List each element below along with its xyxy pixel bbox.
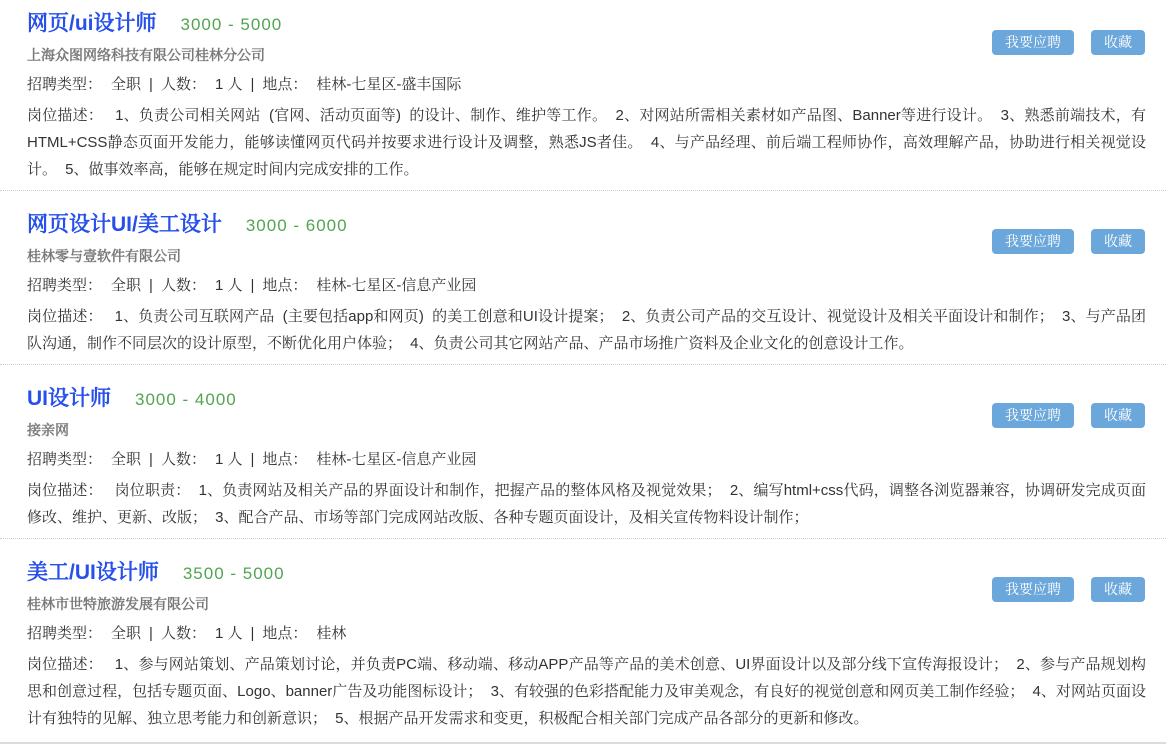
job-meta — [27, 75, 1146, 94]
job-salary: 3000 - 4000 — [135, 390, 237, 409]
job-actions — [992, 403, 1145, 428]
meta-type-label: 招聘类型： — [27, 277, 103, 294]
meta-divider: | — [149, 76, 153, 93]
favorite-button[interactable]: 收藏 — [1091, 229, 1145, 254]
meta-location-label: 地点： — [262, 76, 308, 93]
meta-location-label: 地点： — [262, 277, 308, 294]
meta-divider: | — [250, 277, 255, 294]
apply-button[interactable]: 我要应聘 — [992, 229, 1074, 254]
job-meta — [27, 624, 1146, 643]
job-listing — [0, 365, 1166, 539]
company-name-link[interactable]: 接亲网 — [27, 422, 69, 438]
job-salary: 3500 - 5000 — [182, 564, 285, 583]
meta-count-value: 1 人 — [214, 76, 243, 93]
meta-type-label: 招聘类型： — [27, 451, 103, 468]
job-description — [27, 102, 1146, 183]
meta-count-value: 1 人 — [214, 625, 243, 642]
meta-location-label: 地点： — [262, 451, 308, 468]
job-description — [27, 477, 1146, 531]
meta-count-label: 人数： — [160, 277, 206, 294]
job-salary: 3000 - 6000 — [245, 216, 348, 235]
meta-location-value: 桂林-七星区-信息产业园 — [316, 277, 477, 294]
company-name-link[interactable]: 桂林市世特旅游发展有限公司 — [27, 596, 209, 612]
job-listing — [0, 539, 1166, 742]
job-description-label: 岗位描述： — [27, 308, 103, 325]
meta-divider: | — [149, 451, 153, 468]
meta-divider: | — [149, 277, 153, 294]
meta-count-label: 人数： — [160, 625, 206, 642]
company-name-link[interactable]: 桂林零与壹软件有限公司 — [27, 248, 181, 264]
meta-location-label: 地点： — [262, 625, 308, 642]
job-description-label: 岗位描述： — [27, 482, 103, 499]
job-description — [27, 303, 1146, 357]
meta-divider: | — [250, 451, 255, 468]
company-name-link[interactable]: 上海众图网络科技有限公司桂林分公司 — [27, 47, 265, 63]
meta-divider: | — [250, 625, 255, 642]
job-title-row — [27, 11, 1146, 37]
meta-type-value: 全职 — [111, 451, 142, 468]
meta-location-value: 桂林 — [316, 625, 347, 642]
meta-type-value: 全职 — [111, 76, 142, 93]
job-listing — [0, 191, 1166, 365]
meta-count-label: 人数： — [160, 76, 206, 93]
meta-count-label: 人数： — [160, 451, 206, 468]
favorite-button[interactable]: 收藏 — [1091, 403, 1145, 428]
meta-divider: | — [250, 76, 255, 93]
job-description-label: 岗位描述： — [27, 107, 104, 124]
job-actions — [992, 577, 1145, 602]
meta-type-label: 招聘类型： — [27, 625, 103, 642]
job-title-row — [27, 212, 1146, 238]
favorite-button[interactable]: 收藏 — [1091, 30, 1145, 55]
job-meta — [27, 450, 1146, 469]
meta-count-value: 1 人 — [214, 277, 243, 294]
job-meta — [27, 276, 1146, 295]
meta-type-label: 招聘类型： — [27, 76, 103, 93]
job-title-link[interactable]: UI设计师 — [27, 387, 111, 410]
job-title-link[interactable]: 美工/UI设计师 — [27, 561, 159, 584]
job-salary: 3000 - 5000 — [180, 15, 283, 34]
job-description-label: 岗位描述： — [27, 656, 103, 673]
favorite-button[interactable]: 收藏 — [1091, 577, 1145, 602]
job-actions — [992, 30, 1145, 55]
job-title-row — [27, 386, 1146, 412]
meta-type-value: 全职 — [111, 277, 142, 294]
meta-divider: | — [149, 625, 153, 642]
meta-type-value: 全职 — [111, 625, 142, 642]
job-description-text: 1、负责公司互联网产品 (主要包括app和网页) 的美工创意和UI设计提案； 2、负责公司产品的交互设计、视觉设计及相关平面设计和制作； 3、与产品团队沟通，制作不同层次的设计原型，不断优化用户体验； 4、负责公司其它网站产品、产品市场推广资料及企业文化的创意设计工作。 — [27, 308, 1146, 352]
job-title-row — [27, 560, 1146, 586]
job-title-link[interactable]: 网页设计UI/美工设计 — [27, 213, 222, 236]
meta-location-value: 桂林-七星区-盛丰国际 — [316, 76, 462, 93]
meta-location-value: 桂林-七星区-信息产业园 — [316, 451, 477, 468]
job-description-text: 1、负责公司相关网站 (官网、活动页面等) 的设计、制作、维护等工作。 2、对网站所需相关素材如产品图、Banner等进行设计。 3、熟悉前端技术，有HTML+CSS静态页面开发能力，能够读懂网页代码并按要求进行设计及调整，熟悉JS者佳。 4、与产品经理、前后端工程师协作，高效理解产品，协助进行相关视觉设计。 5、做事效率高，能够在规定时间内完成安排的工作。 — [27, 107, 1146, 178]
apply-button[interactable]: 我要应聘 — [992, 403, 1074, 428]
job-description-text: 1、参与网站策划、产品策划讨论，并负责PC端、移动端、移动APP产品等产品的美术创意、UI界面设计以及部分线下宣传海报设计； 2、参与产品规划构思和创意过程，包括专题页面、Logo、banner广告及功能图标设计； 3、有较强的色彩搭配能力及审美观念，有良好的视觉创意和网页美工制作经验； 4、对网站页面设计有独特的见解、独立思考能力和创新意识； 5、根据产品开发需求和变更，积极配合相关部门完成产品各部分的更新和修改。 — [27, 656, 1146, 727]
job-title-link[interactable]: 网页/ui设计师 — [27, 12, 157, 35]
job-actions — [992, 229, 1145, 254]
job-description — [27, 651, 1146, 732]
job-description-text: 岗位职责： 1、负责网站及相关产品的界面设计和制作，把握产品的整体风格及视觉效果； 2、编写html+css代码，调整各浏览器兼容，协调研发完成页面修改、维护、更新、改版； 3、配合产品、市场等部门完成网站改版、各种专题页面设计，及相关宣传物料设计制作； — [27, 482, 1146, 526]
apply-button[interactable]: 我要应聘 — [992, 30, 1074, 55]
meta-count-value: 1 人 — [214, 451, 243, 468]
job-listing — [0, 0, 1166, 191]
apply-button[interactable]: 我要应聘 — [992, 577, 1074, 602]
